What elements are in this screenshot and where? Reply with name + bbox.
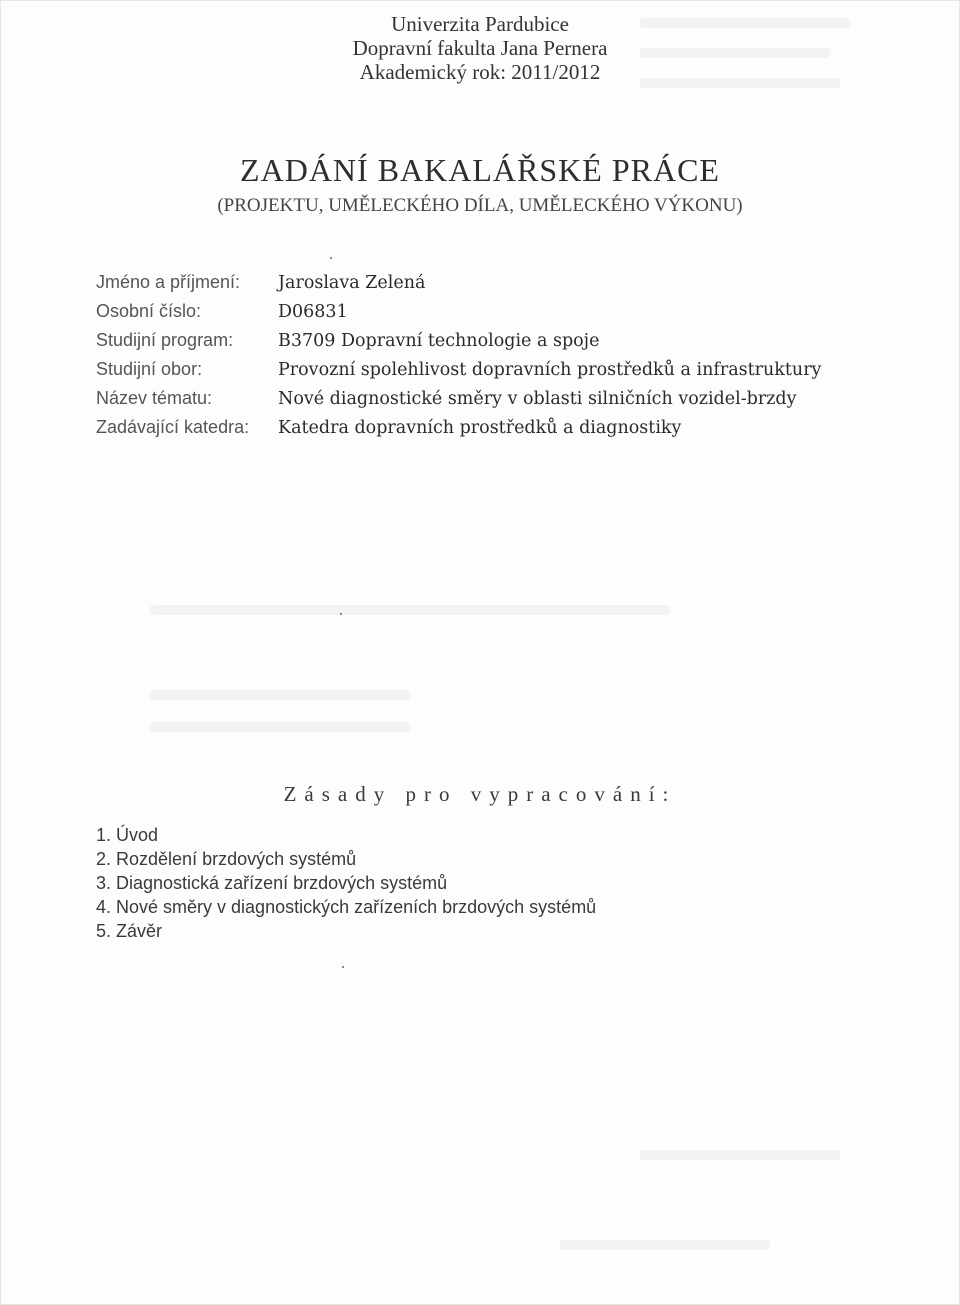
info-row [96, 297, 821, 326]
principles-heading: Zásady pro vypracování: [283, 782, 677, 806]
info-label: Název tématu: [96, 388, 213, 408]
info-label: Studijní program: [96, 330, 234, 350]
info-row [96, 384, 821, 413]
info-label: Zadávající katedra: [96, 417, 250, 437]
info-row [96, 413, 821, 442]
info-value: Nové diagnostické směry v oblasti silničních vozidel-brzdy [278, 388, 797, 409]
show-through-mark [150, 722, 410, 732]
speck [340, 613, 342, 615]
info-label: Jméno a příjmení: [96, 272, 241, 292]
show-through-mark [640, 1150, 840, 1160]
info-value: B3709 Dopravní technologie a spoje [278, 330, 600, 351]
speck [342, 966, 344, 968]
speck [330, 257, 332, 259]
info-value: D06831 [278, 301, 348, 322]
show-through-mark [560, 1240, 770, 1250]
outline-item: 2. Rozdělení brzdových systémů [96, 849, 357, 869]
info-label: Osobní číslo: [96, 301, 202, 321]
outline-item: 1. Úvod [96, 825, 159, 845]
show-through-mark [150, 605, 670, 615]
outline-item: 4. Nové směry v diagnostických zařízeních brzdových systémů [96, 897, 597, 917]
info-label: Studijní obor: [96, 359, 203, 379]
info-row [96, 355, 821, 384]
info-row [96, 268, 821, 297]
outline-item: 5. Závěr [96, 921, 163, 941]
show-through-mark [150, 690, 410, 700]
faculty-name: Dopravní fakulta Jana Pernera [352, 36, 608, 60]
student-info [96, 268, 821, 442]
info-value: Jaroslava Zelená [278, 272, 426, 293]
outline-list [96, 823, 596, 943]
info-row [96, 326, 821, 355]
info-value: Provozní spolehlivost dopravních prostředků a infrastruktury [278, 359, 822, 380]
academic-year: Akademický rok: 2011/2012 [359, 60, 601, 84]
document-header [0, 12, 960, 84]
info-value: Katedra dopravních prostředků a diagnostiky [278, 417, 682, 438]
university-name: Univerzita Pardubice [391, 12, 569, 36]
outline-item: 3. Diagnostická zařízení brzdových systémů [96, 873, 448, 893]
document-title: ZADÁNÍ BAKALÁŘSKÉ PRÁCE [240, 152, 720, 188]
document-subtitle: (PROJEKTU, UMĚLECKÉHO DÍLA, UMĚLECKÉHO VÝKONU) [217, 195, 743, 216]
